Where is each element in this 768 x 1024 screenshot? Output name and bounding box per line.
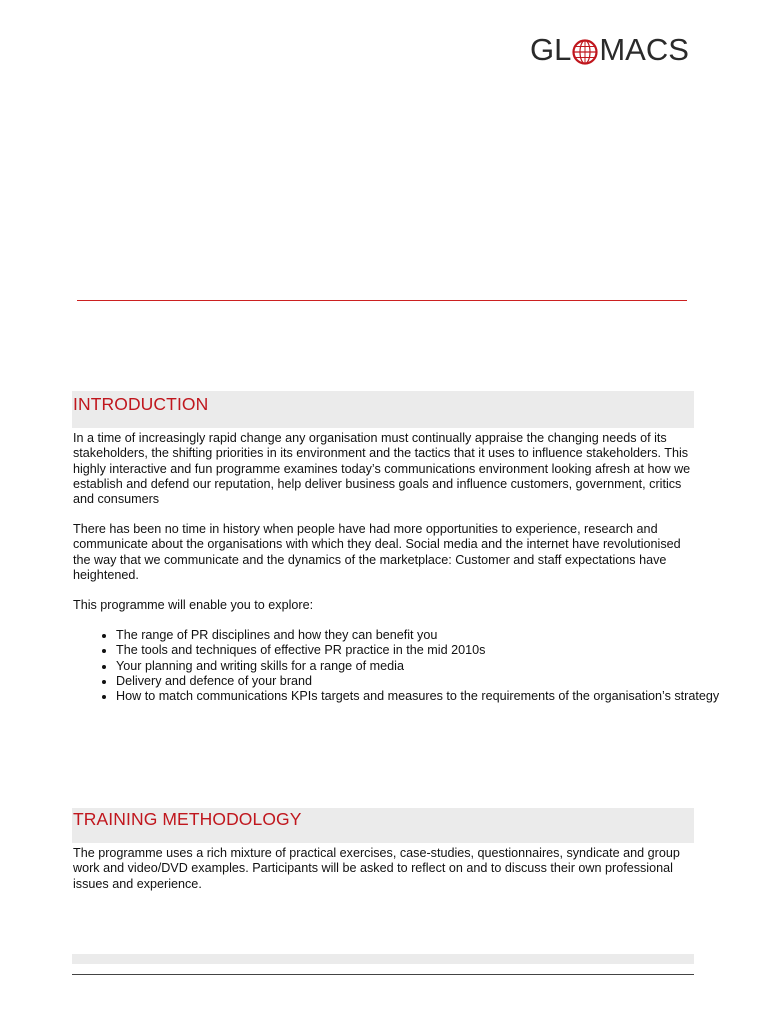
explore-bullet-list (73, 628, 738, 704)
list-item: • The range of PR disciplines and how they can benefit you (116, 628, 738, 643)
list-item: • Your planning and writing skills for a range of media (116, 659, 738, 674)
methodology-heading: TRAINING METHODOLOGY (73, 809, 302, 829)
list-item: • The tools and techniques of effective PR practice in the mid 2010s (116, 643, 738, 658)
globe-icon (572, 37, 598, 63)
introduction-paragraph-1: In a time of increasingly rapid change any organisation must continually appraise the changing needs of its stakeholders, the shifting priorities in its environment and the tactics that it uses to influence stakeholders. This highly interactive and fun programme examines today’s communications environment looking afresh at how we establish and defend our reputation, help deliver business goals and influence customers, government, critics and consumers (73, 431, 691, 507)
methodology-paragraph: The programme uses a rich mixture of practical exercises, case-studies, questionnaires, syndicate and group work and video/DVD examples. Participants will be asked to reflect on and to discuss their own professional issues and experience. (73, 846, 680, 891)
glomacs-logo (530, 32, 689, 68)
introduction-paragraph-2: There has been no time in history when people have had more opportunities to experience, research and communicate about the organisations with which they deal. Social media and the internet have revolutionised the way that we communicate and the dynamics of the marketplace: Customer and staff expectations have heightened. (73, 522, 681, 582)
header-divider (77, 300, 687, 301)
introduction-heading: INTRODUCTION (73, 394, 209, 414)
list-item: • How to match communications KPIs targets and measures to the requirements of the organisation’s strategy (116, 689, 738, 704)
logo-text-right: MACS (599, 32, 689, 67)
logo-text-left: GL (530, 32, 572, 67)
footer-rule (72, 974, 694, 975)
footer-band (72, 954, 694, 964)
list-item: • Delivery and defence of your brand (116, 674, 738, 689)
introduction-paragraph-3: This programme will enable you to explore: (73, 598, 314, 612)
